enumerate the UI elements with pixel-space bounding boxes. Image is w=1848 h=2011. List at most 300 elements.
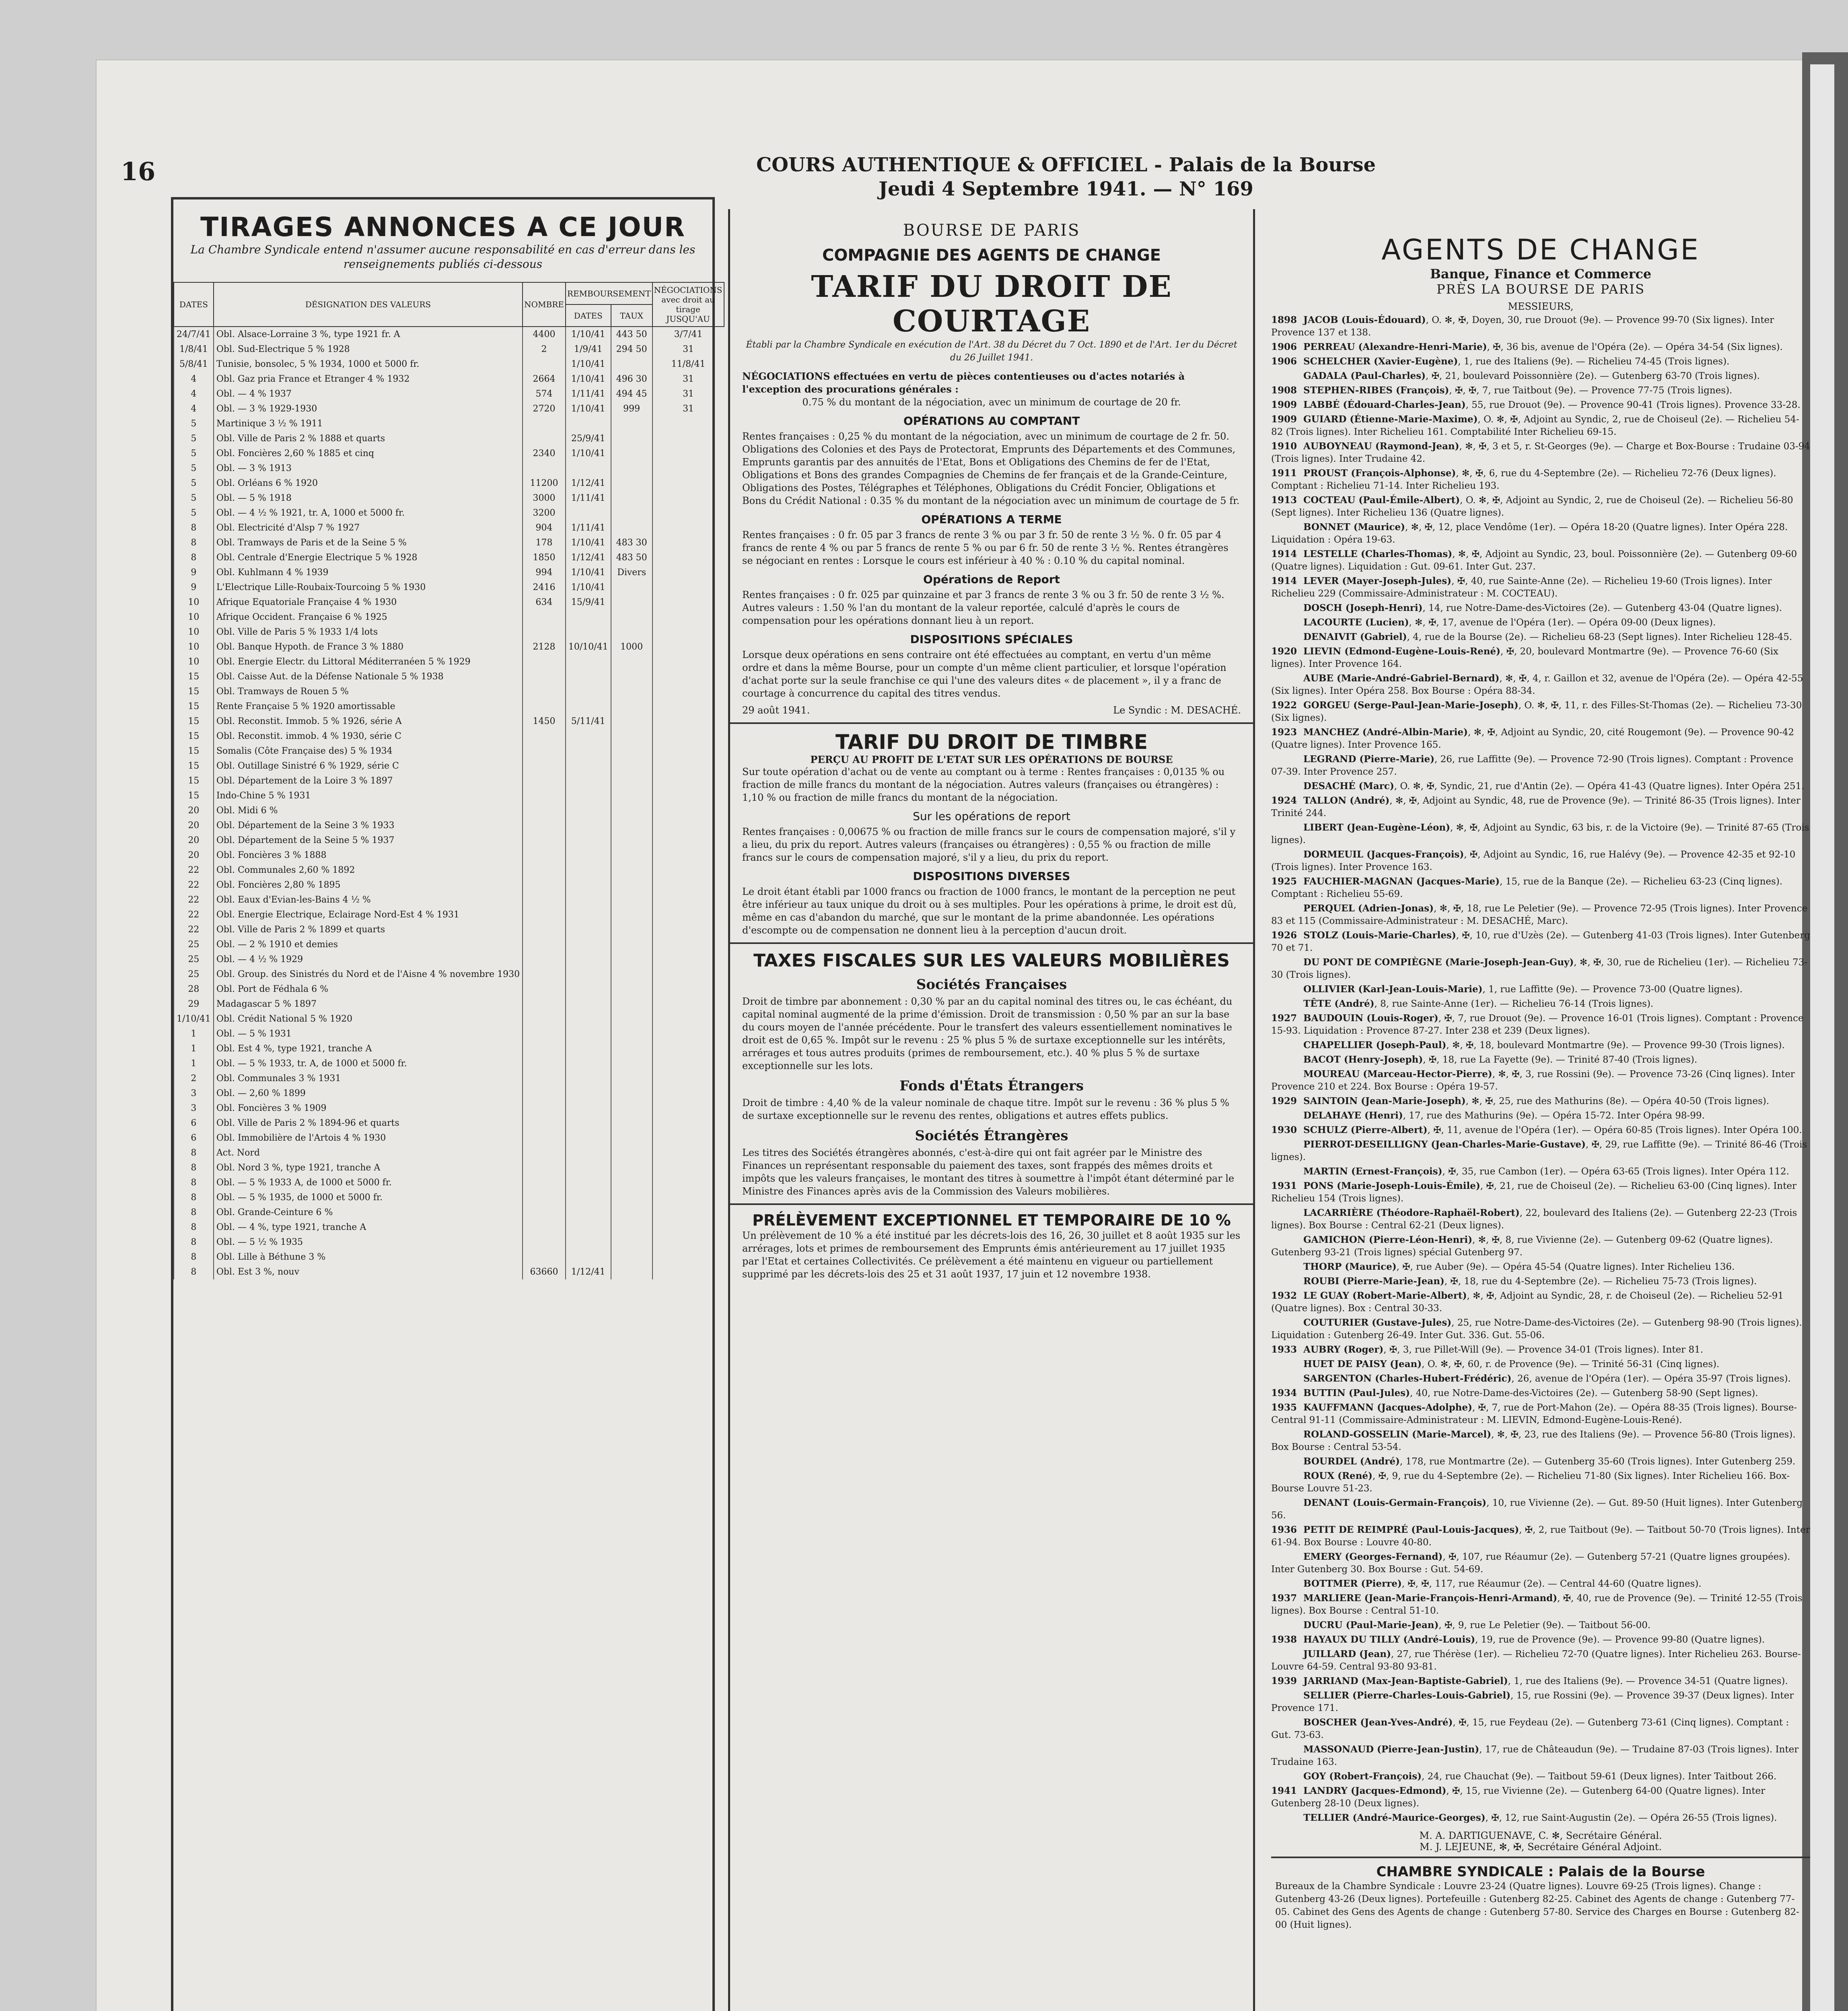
table-row [174, 1235, 724, 1250]
agent-name: MARLIERE (Jean-Marie-François-Henri-Armand) [1303, 1593, 1558, 1604]
table-cell: Obl. Reconstit. Immob. 5 % 1926, série A [214, 714, 523, 729]
table-cell [566, 922, 611, 937]
table-cell: Obl. — 2 % 1910 et demies [214, 937, 523, 952]
table-cell: 1 [174, 1041, 214, 1056]
agent-entry: AUBE (Marie-André-Gabriel-Bernard), ✻, ✠, 4, r. Gaillon et 32, avenue de l'Opéra (2e). — Opéra 42-55 (Six lignes). Inter Opéra 258. Box Bourse : Opéra 88-34. [1271, 673, 1803, 696]
table-cell [611, 714, 652, 729]
table-cell: 15 [174, 773, 214, 788]
agent-name: AUBRY (Roger) [1303, 1344, 1384, 1355]
agent-entry: EMERY (Georges-Fernand), ✠, 107, rue Réaumur (2e). — Gutenberg 57-21 (Quatre lignes groupées). Inter Gutenberg 30. Box Bourse : Gut. 54-69. [1271, 1551, 1790, 1575]
table-cell: 3 [174, 1086, 214, 1101]
table-cell [652, 461, 724, 476]
table-cell [566, 937, 611, 952]
table-cell: 1/10/41 [566, 565, 611, 580]
table-cell: 634 [523, 595, 566, 610]
table-cell: Obl. Caisse Aut. de la Défense Nationale 5 % 1938 [214, 669, 523, 684]
table-row [174, 372, 724, 387]
table-cell: 28 [174, 982, 214, 997]
table-cell [652, 952, 724, 967]
dispositions-text: Lorsque deux opérations en sens contraire ont été effectuées au comptant, en vertu d'un même ordre et dans la même Bourse, pour un compte d'un même client particulier, et lorsque l'opération d'achat porte sur la seule franchise ce qui l'une des valeurs dites « de placement », il y a franc de courtage à concurrence du capital des titres vendus. [742, 649, 1227, 699]
agent-year: 1935 [1271, 1402, 1297, 1413]
agent-entry: 1923 MANCHEZ (André-Albin-Marie), ✻, ✠, Adjoint au Syndic, 20, cité Rougemont (9e). — Provence 90-42 (Quatre lignes). Inter Provence 165. [1271, 727, 1794, 750]
agent-entry: 1908 STEPHEN-RIBES (François), ✠, ✠, 7, rue Taitbout (9e). — Provence 77-75 (Trois lignes). [1271, 385, 1733, 396]
table-cell: 2 [174, 1071, 214, 1086]
table-cell [652, 1101, 724, 1116]
agent-entry: 1932 LE GUAY (Robert-Marie-Albert), ✻, ✠, Adjoint au Syndic, 28, r. de Choiseul (2e). — Richelieu 52-91 (Quatre lignes). Box : Central 30-33. [1271, 1290, 1784, 1314]
table-cell [523, 699, 566, 714]
agent-name: GUIARD (Étienne-Marie-Maxime) [1303, 414, 1478, 425]
table-cell: 15 [174, 788, 214, 803]
col-nombre: NOMBRE [523, 282, 566, 327]
table-cell [523, 1250, 566, 1265]
table-cell [611, 773, 652, 788]
table-cell: Obl. — 5 % 1931 [214, 1026, 523, 1041]
table-cell [566, 1175, 611, 1190]
table-cell [523, 922, 566, 937]
table-cell: 1/10/41 [566, 580, 611, 595]
table-cell: 1/12/41 [566, 1265, 611, 1279]
table-cell [566, 1131, 611, 1145]
table-cell [566, 1056, 611, 1071]
table-cell: 1/12/41 [566, 550, 611, 565]
table-cell [611, 967, 652, 982]
col-remboursement: REMBOURSEMENT [566, 282, 652, 304]
agent-entry: BOURDEL (André), 178, rue Montmartre (2e). — Gutenberg 35-60 (Trois lignes). Inter Gutenberg 259. [1303, 1456, 1796, 1467]
agent-details: 1, rue Laffitte (9e). — Provence 73-00 (Quatre lignes). [1488, 984, 1743, 995]
agent-entry: DESACHÉ (Marc), O. ✻, ✠, Syndic, 21, rue d'Antin (2e). — Opéra 41-43 (Quatre lignes). Inter Opéra 251. [1303, 781, 1805, 792]
agent-details: 25, rue Notre-Dame-des-Victoires (2e). — Gutenberg 98-90 (Trois lignes). Liquidation : Gutenberg 26-49. Inter Gut. 336. Gut. 55-06. [1271, 1318, 1802, 1341]
table-cell: Rente Française 5 % 1920 amortissable [214, 699, 523, 714]
table-cell: Obl. — 4 %, type 1921, tranche A [214, 1220, 523, 1235]
table-cell: 31 [652, 387, 724, 401]
agent-name: ROLAND-GOSSELIN (Marie-Marcel) [1303, 1429, 1492, 1440]
table-cell [652, 1012, 724, 1026]
agent-year: 1929 [1271, 1096, 1297, 1106]
agent-entry: BOSCHER (Jean-Yves-André), ✠, 15, rue Feydeau (2e). — Gutenberg 73-61 (Cinq lignes). Comptant : Gut. 73-63. [1271, 1717, 1789, 1740]
table-row [174, 506, 724, 520]
table-cell [611, 595, 652, 610]
table-cell [523, 1220, 566, 1235]
agent-entry: ROUX (René), ✠, 9, rue du 4-Septembre (2e). — Richelieu 71-80 (Six lignes). Inter Richelieu 166. Box-Bourse Louvre 51-23. [1271, 1470, 1790, 1494]
table-cell [611, 997, 652, 1012]
table-cell: 25/9/41 [566, 431, 611, 446]
table-cell [652, 520, 724, 535]
table-cell: 10 [174, 639, 214, 654]
table-cell [523, 1071, 566, 1086]
table-row [174, 937, 724, 952]
agent-name: LACOURTE (Lucien) [1303, 617, 1409, 628]
divers-text: Le droit étant établi par 1000 francs ou fraction de 1000 francs, le montant de la perception ne peut être inférieur au taux unique du droit ou à ses multiples. Pour les opérations à prime, le droit est dû, même en cas d'abandon du marché, que sur le montant de la prime abandonnée. Les opérations d'escompte ou de compensation ne donnent lieu à la perception d'aucun droit. [742, 886, 1237, 936]
agent-details: ✠, 29, rue Laffitte (9e). — Trinité 86-46 (Trois lignes). [1271, 1139, 1807, 1162]
table-cell [566, 684, 611, 699]
table-cell: 22 [174, 907, 214, 922]
table-cell [652, 1026, 724, 1041]
agent-name: LIEVIN (Edmond-Eugène-Louis-René) [1303, 646, 1500, 657]
table-cell: 1/11/41 [566, 491, 611, 506]
table-cell [611, 476, 652, 491]
agent-entry: DENANT (Louis-Germain-François), 10, rue Vivienne (2e). — Gut. 89-50 (Huit lignes). Inter Gutenberg 56. [1271, 1497, 1803, 1521]
agent-details: 17, rue des Mathurins (9e). — Opéra 15-72. Inter Opéra 98-99. [1409, 1110, 1705, 1121]
table-cell: 8 [174, 535, 214, 550]
agent-year: 1910 [1271, 441, 1297, 452]
table-cell: 11/8/41 [652, 357, 724, 372]
table-cell [652, 744, 724, 759]
agent-details: 27, rue Thérèse (1er). — Richelieu 72-70 (Quatre lignes). Inter Richelieu 263. Bourse-Louvre 64-59. Central 93-80 93-81. [1271, 1649, 1801, 1672]
table-cell [523, 1086, 566, 1101]
table-cell: 1/10/41 [174, 1012, 214, 1026]
agent-details: ✻, ✠, 30, rue de Richelieu (1er). — Richelieu 73-30 (Trois lignes). [1271, 957, 1807, 980]
timbre-report-text: Rentes françaises : 0,00675 % ou fraction de mille francs sur le cours de compensation majoré, s'il y a lieu, du prix du report. Autres valeurs (françaises ou étrangères) : 0,55 % ou fraction de mille francs sur le cours de compensation majoré, s'il y a lieu, du prix du report. [742, 826, 1236, 863]
table-cell: Obl. — 3 % 1929-1930 [214, 401, 523, 416]
agent-year: 1898 [1271, 315, 1297, 325]
agent-name: LESTELLE (Charles-Thomas) [1303, 549, 1453, 559]
agent-details: ✠, 21, rue de Choiseul (2e). — Richelieu 63-00 (Cinq lignes). Inter Richelieu 154 (Trois lignes). [1271, 1181, 1797, 1204]
table-cell: 2720 [523, 401, 566, 416]
table-cell: 8 [174, 1265, 214, 1279]
table-cell [652, 610, 724, 625]
table-cell [523, 982, 566, 997]
table-cell: Obl. — 5 % 1933 A, de 1000 et 5000 fr. [214, 1175, 523, 1190]
table-cell [611, 1131, 652, 1145]
table-cell: 8 [174, 1250, 214, 1265]
agent-details: 19, rue de Provence (9e). — Provence 99-80 (Quatre lignes). [1481, 1635, 1765, 1645]
table-cell [566, 848, 611, 863]
table-cell: 25 [174, 937, 214, 952]
table-row [174, 699, 724, 714]
agent-year: 1914 [1271, 549, 1297, 559]
agent-entry: GAMICHON (Pierre-Léon-Henri), ✻, ✠, 8, rue Vivienne (2e). — Gutenberg 09-62 (Quatre lignes). Gutenberg 93-21 (Trois lignes) spécial Gutenberg 97. [1271, 1234, 1773, 1258]
table-row [174, 669, 724, 684]
table-cell: Act. Nord [214, 1145, 523, 1160]
table-row [174, 788, 724, 803]
agent-details: ✻, ✠, 12, place Vendôme (1er). — Opéra 18-20 (Quatre lignes). Inter Opéra 228. Liquidation : Opéra 19-63. [1271, 522, 1788, 545]
table-cell: 483 50 [611, 550, 652, 565]
table-cell: Obl. Orléans 6 % 1920 [214, 476, 523, 491]
table-cell: 1/11/41 [566, 387, 611, 401]
table-cell: 3/7/41 [652, 327, 724, 342]
table-cell: 63660 [523, 1265, 566, 1279]
table-cell [652, 416, 724, 431]
table-row [174, 863, 724, 878]
table-cell: Obl. — 5 % 1933, tr. A, de 1000 et 5000 fr. [214, 1056, 523, 1071]
table-cell [523, 431, 566, 446]
table-cell: 1850 [523, 550, 566, 565]
table-cell: 2340 [523, 446, 566, 461]
table-row [174, 818, 724, 833]
table-row [174, 1265, 724, 1279]
agent-name: JARRIAND (Max-Jean-Baptiste-Gabriel) [1303, 1676, 1508, 1686]
agent-year: 1913 [1271, 495, 1297, 506]
table-row [174, 476, 724, 491]
table-row [174, 387, 724, 401]
table-row [174, 1205, 724, 1220]
agent-details: ✠, 40, rue de Provence (9e). — Trinité 12-55 (Trois lignes). Box Bourse : Central 51-10. [1271, 1593, 1803, 1616]
agent-details: 40, rue Notre-Dame-des-Victoires (2e). — Gutenberg 58-90 (Sept lignes). [1416, 1388, 1758, 1398]
table-cell: Obl. Est 3 %, nouv [214, 1265, 523, 1279]
table-cell: Tunisie, bonsolec, 5 % 1934, 1000 et 5000 fr. [214, 357, 523, 372]
table-cell [611, 937, 652, 952]
table-row [174, 1012, 724, 1026]
table-cell: Obl. — 5 ½ % 1935 [214, 1235, 523, 1250]
col-designation: DÉSIGNATION DES VALEURS [214, 282, 523, 327]
table-cell [566, 818, 611, 833]
agent-details: ✠, 7, rue Drouot (9e). — Provence 16-01 (Trois lignes). Comptant : Provence 15-93. Liquidation : Provence 87-27. Inter 238 et 239 (Deux lignes). [1271, 1013, 1804, 1036]
agent-name: BAUDOUIN (Louis-Roger) [1303, 1013, 1438, 1024]
agent-name: GAMICHON (Pierre-Léon-Henri) [1303, 1234, 1473, 1245]
tarif-column [728, 209, 1255, 2011]
table-cell: Indo-Chine 5 % 1931 [214, 788, 523, 803]
col-negociations: NÉGOCIATIONS avec droit au tirage JUSQU'AU [652, 282, 724, 327]
agent-entry: LACOURTE (Lucien), ✻, ✠, 17, avenue de l'Opéra (1er). — Opéra 09-00 (Deux lignes). [1303, 617, 1716, 628]
table-cell: 483 30 [611, 535, 652, 550]
table-cell [652, 759, 724, 773]
agent-entry: BACOT (Henry-Joseph), ✠, 18, rue La Fayette (9e). — Trinité 87-40 (Trois lignes). [1303, 1054, 1698, 1065]
table-cell [566, 1012, 611, 1026]
table-cell [652, 803, 724, 818]
table-cell: L'Electrique Lille-Roubaix-Tourcoing 5 % 1930 [214, 580, 523, 595]
agent-name: LE GUAY (Robert-Marie-Albert) [1303, 1290, 1467, 1301]
table-row [174, 401, 724, 416]
table-cell: 574 [523, 387, 566, 401]
agent-details: 26, rue Laffitte (9e). — Provence 72-90 (Trois lignes). Comptant : Provence 07-39. Inter Provence 257. [1271, 754, 1794, 777]
table-cell [566, 892, 611, 907]
table-cell [652, 565, 724, 580]
agent-entry: ROLAND-GOSSELIN (Marie-Marcel), ✻, ✠, 23, rue des Italiens (9e). — Provence 56-80 (Trois lignes). Box Bourse : Central 53-54. [1271, 1429, 1796, 1452]
table-cell: Obl. Immobilière de l'Artois 4 % 1930 [214, 1131, 523, 1145]
report-text: Rentes françaises : 0 fr. 025 par quinzaine et par 3 francs de rente 3 % ou 3 fr. 50 de rente 3 ½ %. Autres valeurs : 1.50 % l'an du montant de la valeur reportée, calculé d'après le cours de compensation pour les opérations donnant lieu à un report. [742, 589, 1224, 626]
table-row [174, 357, 724, 372]
table-cell [611, 610, 652, 625]
agent-details: O. ✻, ✠, Adjoint au Syndic, 2, rue de Choiseul (2e). — Richelieu 56-80 (Sept lignes). Inter Richelieu 136 (Quatre lignes). [1271, 495, 1793, 518]
table-row [174, 1190, 724, 1205]
table-cell [652, 580, 724, 595]
table-cell [652, 967, 724, 982]
agent-name: PIERROT-DESEILLIGNY (Jean-Charles-Marie-Gustave) [1303, 1139, 1586, 1150]
agent-details: ✠, Adjoint au Syndic, 16, rue Halévy (9e). — Provence 42-35 et 92-10 (Trois lignes). Inter Provence 163. [1271, 849, 1796, 872]
table-cell [652, 937, 724, 952]
agent-entry: LACARRIÈRE (Théodore-Raphaël-Robert), 22, boulevard des Italiens (2e). — Gutenberg 22-23 (Trois lignes). Box Bourse : Central 62-21 (Deux lignes). [1271, 1207, 1797, 1231]
signature-date: 29 août 1941. [742, 705, 810, 716]
agent-details: ✠, 7, rue de Port-Mahon (2e). — Opéra 88-35 (Trois lignes). Bourse-Central 91-11 (Commissaire-Administrateur : M. LIEVIN, Edmond-Eugène-Louis-René). [1271, 1402, 1797, 1425]
table-cell [611, 625, 652, 639]
table-cell: Obl. — 4 ½ % 1921, tr. A, 1000 et 5000 fr. [214, 506, 523, 520]
table-cell [566, 1235, 611, 1250]
agent-name: LANDRY (Jacques-Edmond) [1303, 1785, 1447, 1796]
table-cell: Obl. Département de la Seine 3 % 1933 [214, 818, 523, 833]
agent-details: ✻, ✠, 3, rue Rossini (9e). — Provence 73-26 (Cinq lignes). Inter Provence 210 et 224. Box Bourse : Opéra 19-57. [1271, 1069, 1795, 1092]
agent-year: 1924 [1271, 795, 1297, 806]
agent-entry: MARTIN (Ernest-François), ✠, 35, rue Cambon (1er). — Opéra 63-65 (Trois lignes). Inter Opéra 112. [1303, 1166, 1789, 1177]
agent-details: ✻, ✠, 23, rue des Italiens (9e). — Provence 56-80 (Trois lignes). Box Bourse : Central 53-54. [1271, 1429, 1796, 1452]
table-cell [566, 654, 611, 669]
divider-2 [730, 942, 1253, 944]
agent-details: 1, rue des Italiens (9e). — Provence 34-51 (Quatre lignes). [1514, 1676, 1788, 1686]
agent-entry: BONNET (Maurice), ✻, ✠, 12, place Vendôme (1er). — Opéra 18-20 (Quatre lignes). Inter Opéra 228. Liquidation : Opéra 19-63. [1271, 522, 1788, 545]
chambre-title: CHAMBRE SYNDICALE : Palais de la Bourse [1376, 1864, 1705, 1880]
table-cell [566, 1220, 611, 1235]
timbre-title: TARIF DU DROIT DE TIMBRE [835, 730, 1148, 754]
table-cell: 1/10/41 [566, 357, 611, 372]
table-cell [611, 1101, 652, 1116]
agent-entry: MASSONAUD (Pierre-Jean-Justin), 17, rue de Châteaudun (9e). — Trudaine 87-03 (Trois lignes). Inter Trudaine 163. [1271, 1744, 1799, 1767]
agent-name: DOSCH (Joseph-Henri) [1303, 602, 1423, 613]
agent-entry: CHAPELLIER (Joseph-Paul), ✻, ✠, 18, boulevard Montmartre (9e). — Provence 99-30 (Trois lignes). [1303, 1040, 1785, 1051]
table-cell: 1 [174, 1056, 214, 1071]
agent-entry: ROUBI (Pierre-Marie-Jean), ✠, 18, rue du 4-Septembre (2e). — Richelieu 75-73 (Trois lignes). [1303, 1276, 1757, 1287]
table-cell: 8 [174, 1160, 214, 1175]
agent-details: 4, rue de la Bourse (2e). — Richelieu 68-23 (Sept lignes). Inter Richelieu 128-45. [1413, 632, 1792, 642]
table-cell [566, 952, 611, 967]
agent-entry: THORP (Maurice), ✠, rue Auber (9e). — Opéra 45-54 (Quatre lignes). Inter Richelieu 136. [1303, 1261, 1735, 1272]
table-cell: Obl. Département de la Loire 3 % 1897 [214, 773, 523, 788]
agent-name: MANCHEZ (André-Albin-Marie) [1303, 727, 1468, 738]
table-cell [566, 803, 611, 818]
table-row [174, 639, 724, 654]
table-cell [652, 699, 724, 714]
table-cell [523, 669, 566, 684]
agent-year: 1934 [1271, 1388, 1297, 1398]
table-cell: 20 [174, 848, 214, 863]
table-cell [611, 1056, 652, 1071]
agent-year: 1939 [1271, 1676, 1297, 1686]
table-cell [611, 654, 652, 669]
table-row [174, 520, 724, 535]
agent-entry: 1930 SCHULZ (Pierre-Albert), ✠, 11, avenue de l'Opéra (1er). — Opéra 60-85 (Trois lignes). Inter Opéra 100. [1271, 1125, 1802, 1135]
table-row [174, 729, 724, 744]
table-cell [611, 759, 652, 773]
agent-name: PROUST (François-Alphonse) [1303, 468, 1456, 479]
table-cell: 1/10/41 [566, 535, 611, 550]
agent-details: ✠, rue Auber (9e). — Opéra 45-54 (Quatre lignes). Inter Richelieu 136. [1402, 1262, 1735, 1272]
agent-entry: GADALA (Paul-Charles), ✠, 21, boulevard Poissonnière (2e). — Gutenberg 63-70 (Trois lignes). [1303, 370, 1760, 381]
table-cell [611, 1041, 652, 1056]
agent-entry: 1913 COCTEAU (Paul-Émile-Albert), O. ✻, ✠, Adjoint au Syndic, 2, rue de Choiseul (2e). — Richelieu 56-80 (Sept lignes). Inter Richelieu 136 (Quatre lignes). [1271, 495, 1793, 518]
table-cell [652, 1265, 724, 1279]
agent-details: ✻, ✠, 18, boulevard Montmartre (9e). — Provence 99-30 (Trois lignes). [1452, 1040, 1785, 1051]
table-cell [611, 1175, 652, 1190]
dispositions-title: DISPOSITIONS SPÉCIALES [910, 633, 1073, 646]
agent-entry: LIBERT (Jean-Eugène-Léon), ✻, ✠, Adjoint au Syndic, 63 bis, r. de la Victoire (9e). — Trinité 87-65 (Trois lignes). [1271, 822, 1809, 845]
table-cell: Obl. — 3 % 1913 [214, 461, 523, 476]
chambre-text: Bureaux de la Chambre Syndicale : Louvre 23-24 (Quatre lignes). Louvre 69-25 (Trois lignes). Change : Gutenberg 43-26 (Deux lignes). Portefeuille : Gutenberg 82-25. Cabinet des Agents de change : Gutenberg 77-05. Cabinet des Gens des Agents de change : Gutenberg 57-80. Service des Charges en Bourse : Gutenberg 82-00 (Huit lignes). [1275, 1881, 1799, 1930]
table-cell [611, 952, 652, 967]
table-cell: Obl. Group. des Sinistrés du Nord et de l'Aisne 4 % novembre 1930 [214, 967, 523, 982]
agent-year: 1933 [1271, 1344, 1297, 1355]
tarif-courtage-title: TARIF DU DROIT DE COURTAGE [811, 269, 1172, 339]
page-title [724, 153, 1408, 201]
table-cell [523, 610, 566, 625]
agent-name: MARTIN (Ernest-François) [1303, 1166, 1443, 1177]
table-cell: 2416 [523, 580, 566, 595]
table-cell: 25 [174, 952, 214, 967]
agent-entry: 1909 GUIARD (Étienne-Marie-Maxime), O. ✻, ✠, Adjoint au Syndic, 2, rue de Choiseul (2e). — Richelieu 54-82 (Trois lignes). Inter Richelieu 161. Comptabilité Inter Richelieu 69-15. [1271, 414, 1799, 437]
agent-entry: TÊTE (André), 8, rue Sainte-Anne (1er). — Richelieu 76-14 (Trois lignes). [1303, 998, 1654, 1009]
agent-year: 1908 [1271, 385, 1297, 396]
table-cell: 3000 [523, 491, 566, 506]
agent-name: SARGENTON (Charles-Hubert-Frédéric) [1303, 1373, 1512, 1384]
agents-messieurs: MESSIEURS, [1508, 301, 1574, 312]
agent-name: ROUBI (Pierre-Marie-Jean) [1303, 1276, 1445, 1287]
table-cell [523, 967, 566, 982]
agent-details: ✻, ✠, Adjoint au Syndic, 63 bis, r. de la Victoire (9e). — Trinité 87-65 (Trois lignes). [1271, 822, 1809, 845]
table-cell: 15 [174, 684, 214, 699]
agent-name: EMERY (Georges-Fernand) [1303, 1551, 1443, 1562]
agent-name: LIBERT (Jean-Eugène-Léon) [1303, 822, 1450, 833]
agent-name: DELAHAYE (Henri) [1303, 1110, 1403, 1121]
agent-details: 8, rue Sainte-Anne (1er). — Richelieu 76-14 (Trois lignes). [1380, 999, 1654, 1009]
agent-year: 1906 [1271, 341, 1297, 352]
bourse-de-paris: BOURSE DE PARIS [903, 221, 1080, 240]
table-cell: Obl. Kuhlmann 4 % 1939 [214, 565, 523, 580]
table-cell: 20 [174, 803, 214, 818]
table-cell [611, 1220, 652, 1235]
table-cell: Obl. — 4 % 1937 [214, 387, 523, 401]
agent-name: STOLZ (Louis-Marie-Charles) [1303, 930, 1456, 941]
societes-etr-text: Les titres des Sociétés étrangères abonnés, c'est-à-dire qui ont fait agréer par le Ministre des Finances un représentant responsable du paiement des taxes, sont frappés des mêmes droits et impôts que les valeurs françaises, le montant des titres à soumettre à l'impôt étant déterminé par le Ministre des Finances après avis de la Commission des Valeurs mobilières. [742, 1147, 1235, 1197]
table-cell: 4400 [523, 327, 566, 342]
secretaire-adjoint: M. J. LEJEUNE, ✻, ✠, Secrétaire Général Adjoint. [1420, 1841, 1662, 1853]
table-cell [652, 669, 724, 684]
agent-year: 1931 [1271, 1180, 1297, 1191]
agent-name: SCHELCHER (Xavier-Eugène) [1303, 356, 1458, 367]
table-cell: 8 [174, 520, 214, 535]
agent-name: PERQUEL (Adrien-Jonas) [1303, 903, 1434, 914]
table-cell: 24/7/41 [174, 327, 214, 342]
agent-entry: 1936 PETIT DE REIMPRÉ (Paul-Louis-Jacques), ✠, 2, rue Taitbout (9e). — Taitbout 50-70 (Trois lignes). Inter 61-94. Box Bourse : Louvre 40-80. [1271, 1524, 1810, 1548]
col-dates: DATES [174, 282, 214, 327]
table-cell: 10 [174, 595, 214, 610]
agent-details: ✻, ✠, 17, avenue de l'Opéra (1er). — Opéra 09-00 (Deux lignes). [1415, 617, 1716, 628]
table-cell: 5 [174, 476, 214, 491]
table-cell: 3200 [523, 506, 566, 520]
table-cell: 22 [174, 878, 214, 892]
table-cell [566, 416, 611, 431]
comptant-text: Rentes françaises : 0,25 % du montant de la négociation, avec un minimum de courtage de 2 fr. 50. Obligations des Colonies et des Pays de Protectorat, Emprunts des Départements et des Communes, Emprunts garantis par des annuités de l'Etat, Bons et Obligations des Chemins de fer de l'Etat, Obligations et Bons des grandes Compagnies de Chemins de fer français et de la Grande-Ceinture, Obligations des Postes, Télégraphes et Téléphones, Obligations du Crédit Foncier, Obligations et Bons du Crédit National : 0.35 % du montant de la négociation avec un minimum de courtage de 5 fr. [742, 431, 1240, 506]
agent-name: PETIT DE REIMPRÉ (Paul-Louis-Jacques) [1303, 1524, 1519, 1535]
agent-year: 1925 [1271, 876, 1297, 887]
agent-entry: 1933 AUBRY (Roger), ✠, 3, rue Pillet-Will (9e). — Provence 34-01 (Trois lignes). Inter 81. [1271, 1344, 1704, 1355]
agent-name: DU PONT DE COMPIÈGNE (Marie-Joseph-Jean-Guy) [1303, 957, 1574, 968]
agent-name: BOSCHER (Jean-Yves-André) [1303, 1717, 1453, 1728]
table-cell: 1/11/41 [566, 520, 611, 535]
agent-year: 1906 [1271, 356, 1297, 367]
agent-details: ✻, ✠, 18, rue Le Peletier (9e). — Provence 72-95 (Trois lignes). Inter Provence 83 et 115 (Commissaire-Administrateur : M. DESACHÉ, Marc). [1271, 903, 1808, 926]
table-cell [566, 788, 611, 803]
table-cell: 1450 [523, 714, 566, 729]
agent-details: ✻, ✠, Adjoint au Syndic, 28, r. de Choiseul (2e). — Richelieu 52-91 (Quatre lignes). Box : Central 30-33. [1271, 1291, 1784, 1314]
agent-details: 15, rue Rossini (9e). — Provence 39-37 (Deux lignes). Inter Provence 171. [1271, 1690, 1794, 1713]
table-cell [611, 520, 652, 535]
agent-entry: 1939 JARRIAND (Max-Jean-Baptiste-Gabriel), 1, rue des Italiens (9e). — Provence 34-51 (Quatre lignes). [1271, 1676, 1788, 1686]
table-cell: Obl. Département de la Seine 5 % 1937 [214, 833, 523, 848]
table-cell: 20 [174, 833, 214, 848]
table-cell [566, 982, 611, 997]
agent-details: O. ✻, ✠, 11, r. des Filles-St-Thomas (2e). — Richelieu 73-30 (Six lignes). [1271, 700, 1802, 723]
agent-name: TÊTE (André) [1303, 998, 1375, 1009]
agent-year: 1938 [1271, 1634, 1297, 1645]
table-cell [611, 788, 652, 803]
table-cell: 2128 [523, 639, 566, 654]
table-cell: 1/9/41 [566, 342, 611, 357]
table-row [174, 892, 724, 907]
table-cell: Madagascar 5 % 1897 [214, 997, 523, 1012]
agent-name: HUET DE PAISY (Jean) [1303, 1359, 1422, 1369]
agent-name: GORGEU (Serge-Paul-Jean-Marie-Joseph) [1303, 700, 1519, 711]
agent-name: DESACHÉ (Marc) [1303, 781, 1394, 792]
table-cell [611, 982, 652, 997]
agent-entry: JUILLARD (Jean), 27, rue Thérèse (1er). — Richelieu 72-70 (Quatre lignes). Inter Richelieu 263. Bourse-Louvre 64-59. Central 93-80 93-81. [1271, 1649, 1801, 1672]
table-cell [523, 1205, 566, 1220]
